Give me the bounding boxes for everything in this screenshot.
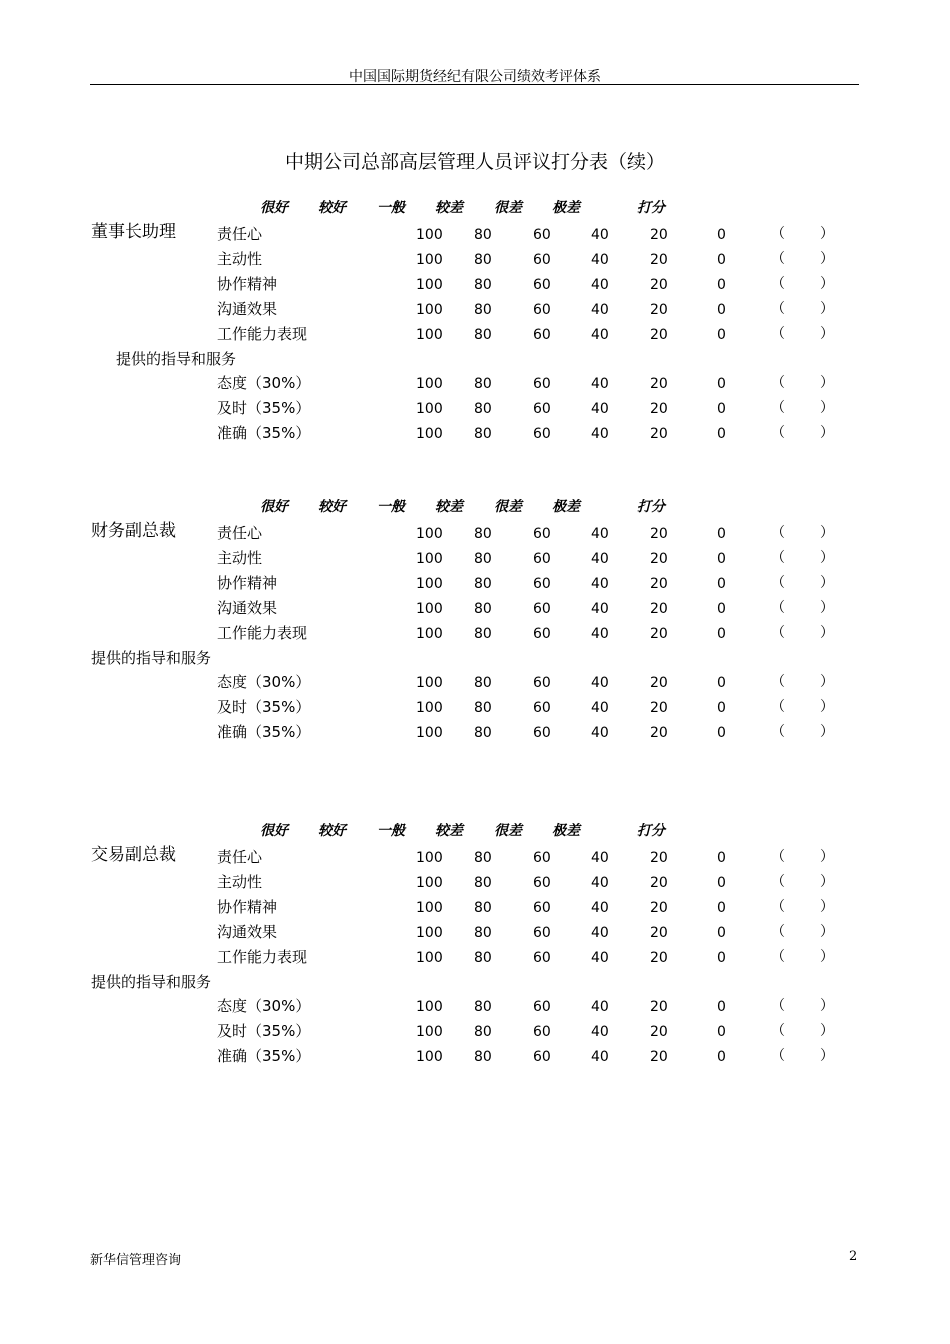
score-option[interactable]: 100	[416, 276, 443, 293]
criterion-label: 主动性	[217, 872, 263, 891]
score-option[interactable]: 20	[650, 251, 668, 268]
score-input-open[interactable]: （	[771, 425, 785, 442]
score-input-close[interactable]: ）	[820, 300, 834, 317]
score-option[interactable]: 0	[717, 526, 726, 542]
score-option[interactable]: 40	[591, 376, 609, 393]
score-option[interactable]: 40	[591, 326, 609, 343]
criterion-label: 责任心	[217, 225, 263, 243]
score-option[interactable]: 80	[474, 376, 492, 393]
criterion-label: 主动性	[217, 548, 263, 567]
score-option[interactable]: 100	[416, 251, 443, 268]
score-option[interactable]: 20	[650, 326, 668, 343]
score-option[interactable]: 40	[591, 899, 609, 916]
scale-header: 极差	[552, 499, 580, 515]
score-option[interactable]: 40	[591, 227, 609, 243]
score-option[interactable]: 100	[416, 625, 443, 642]
scale-header: 打分	[637, 200, 665, 216]
criterion-label: 工作能力表现	[217, 324, 308, 343]
score-input-open[interactable]: （	[771, 599, 785, 616]
score-option[interactable]: 100	[416, 600, 443, 617]
scale-header: 较好	[318, 499, 346, 515]
score-option[interactable]: 80	[474, 426, 492, 443]
score-option[interactable]: 40	[591, 575, 609, 592]
score-input-open[interactable]: （	[771, 300, 785, 317]
score-option[interactable]: 80	[474, 625, 492, 642]
score-option[interactable]: 20	[650, 700, 668, 717]
score-option[interactable]: 20	[650, 600, 668, 617]
criterion-label: 准确（35%）	[217, 723, 311, 742]
score-option[interactable]: 0	[717, 426, 726, 443]
score-option[interactable]: 0	[717, 227, 726, 243]
score-option[interactable]: 80	[474, 401, 492, 418]
criterion-label: 沟通效果	[217, 922, 278, 941]
score-option[interactable]: 60	[533, 326, 551, 343]
criterion-label: 责任心	[217, 848, 263, 866]
score-option[interactable]: 0	[717, 1024, 726, 1041]
score-option[interactable]: 80	[474, 999, 492, 1016]
group-label: 提供的指导和服务	[116, 349, 237, 368]
score-option[interactable]: 100	[416, 376, 443, 393]
score-input-open[interactable]: （	[771, 275, 785, 292]
score-option[interactable]: 40	[591, 301, 609, 318]
score-option[interactable]: 100	[416, 999, 443, 1016]
criterion-label: 沟通效果	[217, 598, 278, 617]
score-option[interactable]: 0	[717, 276, 726, 293]
score-option[interactable]: 40	[591, 276, 609, 293]
score-option[interactable]: 20	[650, 850, 668, 866]
score-option[interactable]: 100	[416, 301, 443, 318]
scale-header: 很差	[494, 499, 522, 515]
score-input-open[interactable]: （	[771, 923, 785, 940]
score-option[interactable]: 40	[591, 999, 609, 1016]
page-title: 中期公司总部高层管理人员评议打分表（续）	[284, 151, 665, 173]
score-option[interactable]: 80	[474, 526, 492, 542]
score-option[interactable]: 20	[650, 376, 668, 393]
criterion-label: 及时（35%）	[217, 1022, 311, 1041]
criterion-label: 主动性	[217, 249, 263, 268]
score-option[interactable]: 60	[533, 700, 551, 717]
score-option[interactable]: 80	[474, 575, 492, 592]
score-option[interactable]: 20	[650, 401, 668, 418]
person-name: 董事长助理	[91, 222, 176, 242]
scale-header: 极差	[552, 200, 580, 216]
score-option[interactable]: 60	[533, 550, 551, 567]
score-option[interactable]: 100	[416, 401, 443, 418]
score-input-open[interactable]: （	[771, 375, 785, 392]
score-input-close[interactable]: ）	[820, 624, 834, 641]
score-input-open[interactable]: （	[771, 226, 785, 242]
score-option[interactable]: 80	[474, 924, 492, 941]
score-option[interactable]: 60	[533, 376, 551, 393]
score-input-close[interactable]: ）	[820, 275, 834, 292]
score-option[interactable]: 40	[591, 526, 609, 542]
score-option[interactable]: 80	[474, 874, 492, 891]
scale-header: 很差	[494, 823, 522, 839]
page-number: 2	[849, 1249, 858, 1264]
score-option[interactable]: 100	[416, 899, 443, 916]
group-label: 提供的指导和服务	[91, 648, 212, 667]
score-option[interactable]: 80	[474, 899, 492, 916]
score-option[interactable]: 40	[591, 675, 609, 692]
score-option[interactable]: 0	[717, 899, 726, 916]
score-input-close[interactable]: ）	[820, 1023, 834, 1040]
score-option[interactable]: 0	[717, 326, 726, 343]
criterion-label: 协作精神	[217, 897, 278, 916]
score-option[interactable]: 20	[650, 899, 668, 916]
scale-header: 较差	[435, 823, 463, 839]
score-option[interactable]: 80	[474, 725, 492, 742]
score-option[interactable]: 100	[416, 874, 443, 891]
person-name: 交易副总裁	[91, 845, 176, 865]
score-input-close[interactable]: ）	[820, 226, 834, 242]
score-option[interactable]: 20	[650, 550, 668, 567]
score-option[interactable]: 100	[416, 1024, 443, 1041]
score-input-close[interactable]: ）	[820, 674, 834, 691]
score-option[interactable]: 0	[717, 700, 726, 717]
score-option[interactable]: 40	[591, 850, 609, 866]
scale-header: 很好	[260, 499, 288, 515]
score-input-close[interactable]: ）	[820, 325, 834, 342]
criterion-label: 协作精神	[217, 573, 278, 592]
score-option[interactable]: 60	[533, 1024, 551, 1041]
score-input-close[interactable]: ）	[820, 699, 834, 716]
score-option[interactable]: 60	[533, 276, 551, 293]
score-input-close[interactable]: ）	[820, 525, 834, 541]
score-option[interactable]: 80	[474, 675, 492, 692]
scale-header: 较差	[435, 499, 463, 515]
scale-header: 一般	[377, 200, 405, 216]
score-option[interactable]: 80	[474, 550, 492, 567]
score-input-close[interactable]: ）	[820, 574, 834, 591]
criterion-label: 工作能力表现	[217, 947, 308, 966]
score-input-close[interactable]: ）	[820, 375, 834, 392]
criterion-label: 态度（30%）	[217, 673, 311, 692]
score-option[interactable]: 80	[474, 301, 492, 318]
score-option[interactable]: 60	[533, 874, 551, 891]
score-option[interactable]: 100	[416, 924, 443, 941]
score-option[interactable]: 60	[533, 600, 551, 617]
page-header: 中国国际期货经纪有限公司绩效考评体系	[349, 69, 601, 85]
scale-header: 很好	[260, 200, 288, 216]
criterion-label: 态度（30%）	[217, 374, 311, 393]
score-option[interactable]: 20	[650, 949, 668, 966]
scale-header: 极差	[552, 823, 580, 839]
criterion-label: 准确（35%）	[217, 424, 311, 443]
score-input-close[interactable]: ）	[820, 549, 834, 566]
score-option[interactable]: 80	[474, 700, 492, 717]
score-option[interactable]: 40	[591, 949, 609, 966]
scale-header: 打分	[637, 823, 665, 839]
score-option[interactable]: 80	[474, 1024, 492, 1041]
score-option[interactable]: 80	[474, 251, 492, 268]
score-input-close[interactable]: ）	[820, 724, 834, 741]
score-option[interactable]: 0	[717, 301, 726, 318]
score-option[interactable]: 20	[650, 1024, 668, 1041]
score-option[interactable]: 80	[474, 326, 492, 343]
score-option[interactable]: 60	[533, 301, 551, 318]
scale-header: 一般	[377, 823, 405, 839]
score-option[interactable]: 100	[416, 575, 443, 592]
score-option[interactable]: 80	[474, 600, 492, 617]
score-option[interactable]: 100	[416, 426, 443, 443]
score-option[interactable]: 60	[533, 999, 551, 1016]
score-option[interactable]: 100	[416, 675, 443, 692]
score-input-close[interactable]: ）	[820, 250, 834, 267]
score-option[interactable]: 20	[650, 526, 668, 542]
score-input-open[interactable]: （	[771, 898, 785, 915]
score-option[interactable]: 20	[650, 227, 668, 243]
score-input-close[interactable]: ）	[820, 425, 834, 442]
score-input-close[interactable]: ）	[820, 898, 834, 915]
score-option[interactable]: 80	[474, 1049, 492, 1066]
score-input-open[interactable]: （	[771, 325, 785, 342]
score-option[interactable]: 100	[416, 326, 443, 343]
score-option[interactable]: 60	[533, 401, 551, 418]
score-option[interactable]: 20	[650, 924, 668, 941]
score-option[interactable]: 60	[533, 949, 551, 966]
score-input-open[interactable]: （	[771, 1048, 785, 1065]
score-option[interactable]: 80	[474, 276, 492, 293]
footer-company: 新华信管理咨询	[90, 1253, 182, 1268]
score-option[interactable]: 60	[533, 725, 551, 742]
score-option[interactable]: 40	[591, 725, 609, 742]
score-option[interactable]: 0	[717, 850, 726, 866]
score-input-open[interactable]: （	[771, 549, 785, 566]
scale-header: 很差	[494, 200, 522, 216]
score-input-open[interactable]: （	[771, 250, 785, 267]
score-option[interactable]: 40	[591, 874, 609, 891]
score-option[interactable]: 60	[533, 526, 551, 542]
score-input-open[interactable]: （	[771, 624, 785, 641]
scale-header: 很好	[260, 823, 288, 839]
score-input-open[interactable]: （	[771, 674, 785, 691]
score-option[interactable]: 0	[717, 376, 726, 393]
score-option[interactable]: 100	[416, 949, 443, 966]
score-input-open[interactable]: （	[771, 574, 785, 591]
score-option[interactable]: 100	[416, 526, 443, 542]
person-name: 财务副总裁	[91, 521, 176, 541]
score-input-close[interactable]: ）	[820, 923, 834, 940]
score-option[interactable]: 0	[717, 675, 726, 692]
score-option[interactable]: 100	[416, 850, 443, 866]
score-option[interactable]: 0	[717, 874, 726, 891]
score-input-close[interactable]: ）	[820, 998, 834, 1015]
score-option[interactable]: 40	[591, 1049, 609, 1066]
score-option[interactable]: 0	[717, 999, 726, 1016]
score-option[interactable]: 0	[717, 550, 726, 567]
score-option[interactable]: 80	[474, 850, 492, 866]
score-option[interactable]: 20	[650, 874, 668, 891]
criterion-label: 工作能力表现	[217, 623, 308, 642]
score-option[interactable]: 0	[717, 924, 726, 941]
score-option[interactable]: 60	[533, 625, 551, 642]
score-option[interactable]: 60	[533, 850, 551, 866]
score-input-close[interactable]: ）	[820, 1048, 834, 1065]
scale-header: 较好	[318, 200, 346, 216]
score-option[interactable]: 40	[591, 251, 609, 268]
score-option[interactable]: 60	[533, 899, 551, 916]
score-input-open[interactable]: （	[771, 948, 785, 965]
score-option[interactable]: 60	[533, 575, 551, 592]
criterion-label: 及时（35%）	[217, 698, 311, 717]
score-input-open[interactable]: （	[771, 525, 785, 541]
criterion-label: 及时（35%）	[217, 399, 311, 418]
score-input-open[interactable]: （	[771, 724, 785, 741]
score-option[interactable]: 20	[650, 675, 668, 692]
score-option[interactable]: 0	[717, 251, 726, 268]
score-input-close[interactable]: ）	[820, 599, 834, 616]
score-option[interactable]: 20	[650, 426, 668, 443]
score-option[interactable]: 0	[717, 625, 726, 642]
score-input-open[interactable]: （	[771, 873, 785, 890]
score-option[interactable]: 100	[416, 550, 443, 567]
score-option[interactable]: 60	[533, 426, 551, 443]
score-option[interactable]: 20	[650, 1049, 668, 1066]
score-option[interactable]: 100	[416, 1049, 443, 1066]
score-option[interactable]: 100	[416, 700, 443, 717]
score-option[interactable]: 0	[717, 949, 726, 966]
score-option[interactable]: 40	[591, 426, 609, 443]
score-option[interactable]: 0	[717, 600, 726, 617]
score-option[interactable]: 20	[650, 725, 668, 742]
score-option[interactable]: 40	[591, 924, 609, 941]
criterion-label: 协作精神	[217, 274, 278, 293]
score-input-close[interactable]: ）	[820, 400, 834, 417]
score-input-open[interactable]: （	[771, 400, 785, 417]
score-option[interactable]: 60	[533, 251, 551, 268]
score-option[interactable]: 20	[650, 276, 668, 293]
score-option[interactable]: 40	[591, 1024, 609, 1041]
score-input-open[interactable]: （	[771, 849, 785, 865]
score-input-close[interactable]: ）	[820, 948, 834, 965]
scale-header: 较差	[435, 200, 463, 216]
score-option[interactable]: 40	[591, 550, 609, 567]
scale-header: 较好	[318, 823, 346, 839]
score-input-close[interactable]: ）	[820, 849, 834, 865]
score-input-open[interactable]: （	[771, 699, 785, 716]
score-input-open[interactable]: （	[771, 1023, 785, 1040]
score-option[interactable]: 80	[474, 949, 492, 966]
criterion-label: 准确（35%）	[217, 1047, 311, 1066]
score-option[interactable]: 40	[591, 625, 609, 642]
score-option[interactable]: 60	[533, 675, 551, 692]
group-label: 提供的指导和服务	[91, 972, 212, 991]
score-option[interactable]: 20	[650, 575, 668, 592]
score-option[interactable]: 0	[717, 725, 726, 742]
score-input-close[interactable]: ）	[820, 873, 834, 890]
score-option[interactable]: 60	[533, 227, 551, 243]
score-option[interactable]: 0	[717, 1049, 726, 1066]
score-option[interactable]: 20	[650, 999, 668, 1016]
criterion-label: 沟通效果	[217, 299, 278, 318]
score-option[interactable]: 40	[591, 401, 609, 418]
score-option[interactable]: 60	[533, 1049, 551, 1066]
score-option[interactable]: 0	[717, 575, 726, 592]
scale-header: 一般	[377, 499, 405, 515]
score-option[interactable]: 100	[416, 725, 443, 742]
score-option[interactable]: 60	[533, 924, 551, 941]
score-input-open[interactable]: （	[771, 998, 785, 1015]
score-option[interactable]: 40	[591, 600, 609, 617]
score-option[interactable]: 40	[591, 700, 609, 717]
score-option[interactable]: 0	[717, 401, 726, 418]
criterion-label: 责任心	[217, 524, 263, 542]
scale-header: 打分	[637, 499, 665, 515]
score-option[interactable]: 20	[650, 301, 668, 318]
score-option[interactable]: 20	[650, 625, 668, 642]
criterion-label: 态度（30%）	[217, 997, 311, 1016]
score-option[interactable]: 80	[474, 227, 492, 243]
score-option[interactable]: 100	[416, 227, 443, 243]
